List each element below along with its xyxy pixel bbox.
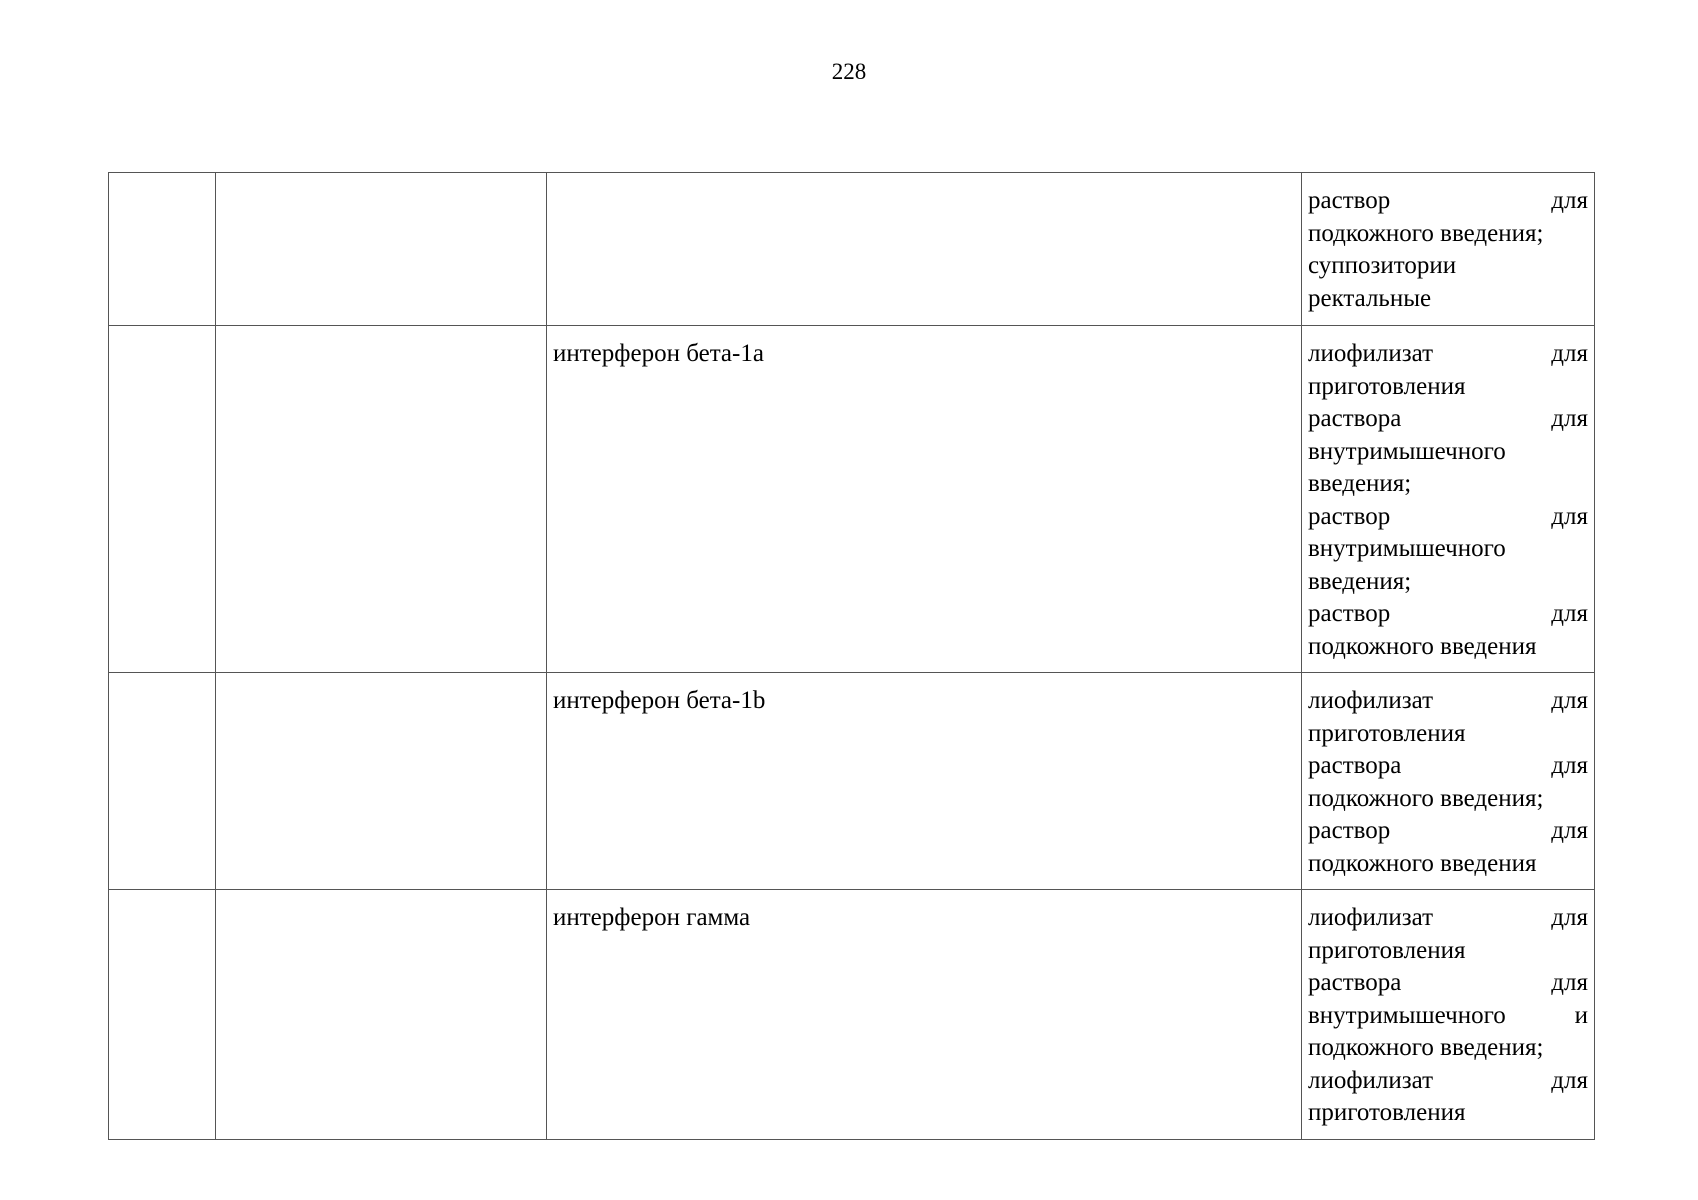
dosage-form-line <box>1308 283 1588 316</box>
dosage-form-line <box>1308 1065 1588 1098</box>
dosage-form-word: суппозитории <box>1308 252 1457 279</box>
dosage-form-word: внутримышечного <box>1308 437 1506 465</box>
dosage-form-word: для <box>1551 969 1588 996</box>
cell-group <box>216 326 547 673</box>
dosage-form-word: для <box>1551 1066 1588 1094</box>
cell-drug-name: интерферон бета-1b <box>547 673 1302 890</box>
dosage-form-word: для <box>1551 340 1588 367</box>
dosage-form-word: для <box>1551 904 1588 931</box>
cell-group <box>216 173 547 326</box>
dosage-form-line <box>1308 1000 1588 1033</box>
cell-drug-name: интерферон гамма <box>547 890 1302 1140</box>
dosage-form-word: лиофилизат <box>1308 1066 1434 1094</box>
dosage-form-word: ректальные <box>1308 284 1432 312</box>
dosage-form-word: раствор <box>1308 817 1391 844</box>
dosage-form-word: для <box>1551 817 1588 844</box>
dosage-form-line <box>1308 967 1588 1000</box>
dosage-form-line <box>1308 685 1588 718</box>
dosage-form-line <box>1308 566 1588 599</box>
dosage-form-word: раствора <box>1308 752 1402 779</box>
cell-dosage-forms <box>1302 173 1595 326</box>
dosage-form-word: подкожного введения <box>1308 849 1537 877</box>
dosage-form-word: лиофилизат <box>1308 904 1434 931</box>
dosage-form-word: подкожного введения; <box>1308 1034 1544 1061</box>
dosage-form-word: введения; <box>1308 470 1412 497</box>
cell-code <box>109 326 216 673</box>
dosage-form-line <box>1308 1097 1588 1130</box>
dosage-form-line <box>1308 338 1588 371</box>
dosage-form-word: лиофилизат <box>1308 687 1434 714</box>
dosage-form-line <box>1308 501 1588 534</box>
dosage-form-word: введения; <box>1308 567 1412 595</box>
cell-group <box>216 673 547 890</box>
dosage-form-line <box>1308 1032 1588 1065</box>
dosage-form-word: раствор <box>1308 502 1391 530</box>
dosage-form-word: подкожного введения; <box>1308 219 1544 247</box>
dosage-form-word: для <box>1551 687 1588 714</box>
dosage-form-line <box>1308 848 1588 881</box>
cell-code <box>109 890 216 1140</box>
dosage-form-line <box>1308 468 1588 501</box>
dosage-form-word: приготовления <box>1308 719 1466 747</box>
dosage-form-word: для <box>1551 502 1588 530</box>
dosage-form-word: внутримышечного <box>1308 535 1506 562</box>
dosage-form-word: внутримышечного <box>1308 1001 1506 1029</box>
drug-table <box>108 172 1595 1140</box>
dosage-form-line <box>1308 403 1588 436</box>
cell-dosage-forms <box>1302 673 1595 890</box>
dosage-form-line <box>1308 371 1588 404</box>
table-row <box>109 673 1595 890</box>
dosage-form-word: подкожного введения <box>1308 632 1537 660</box>
dosage-form-word: подкожного введения; <box>1308 784 1544 812</box>
dosage-form-line <box>1308 250 1588 283</box>
cell-dosage-forms <box>1302 326 1595 673</box>
table-row <box>109 173 1595 326</box>
dosage-form-line <box>1308 185 1588 218</box>
dosage-form-word: для <box>1551 405 1588 432</box>
dosage-form-word: лиофилизат <box>1308 340 1434 367</box>
dosage-form-line <box>1308 218 1588 251</box>
dosage-form-word: и <box>1574 1001 1588 1029</box>
dosage-form-word: для <box>1551 752 1588 779</box>
dosage-form-word: раствор <box>1308 187 1391 214</box>
dosage-form-word: раствора <box>1308 405 1402 432</box>
dosage-form-line <box>1308 783 1588 816</box>
dosage-form-word: приготовления <box>1308 372 1466 400</box>
dosage-form-line <box>1308 935 1588 968</box>
table-row <box>109 326 1595 673</box>
cell-drug-name <box>547 173 1302 326</box>
dosage-form-line <box>1308 718 1588 751</box>
dosage-form-line <box>1308 436 1588 469</box>
cell-code <box>109 173 216 326</box>
dosage-form-word: приготовления <box>1308 936 1466 964</box>
cell-code <box>109 673 216 890</box>
table-row <box>109 890 1595 1140</box>
dosage-form-word: раствор <box>1308 600 1391 627</box>
cell-group <box>216 890 547 1140</box>
dosage-form-line <box>1308 598 1588 631</box>
dosage-form-word: для <box>1551 600 1588 627</box>
cell-drug-name: интерферон бета-1a <box>547 326 1302 673</box>
dosage-form-line <box>1308 750 1588 783</box>
dosage-form-line <box>1308 902 1588 935</box>
cell-dosage-forms <box>1302 890 1595 1140</box>
dosage-form-word: для <box>1551 187 1588 214</box>
dosage-form-line <box>1308 533 1588 566</box>
dosage-form-line <box>1308 815 1588 848</box>
dosage-form-word: раствора <box>1308 969 1402 996</box>
page-number: 228 <box>831 59 867 84</box>
dosage-form-word: приготовления <box>1308 1099 1466 1126</box>
dosage-form-line <box>1308 631 1588 664</box>
